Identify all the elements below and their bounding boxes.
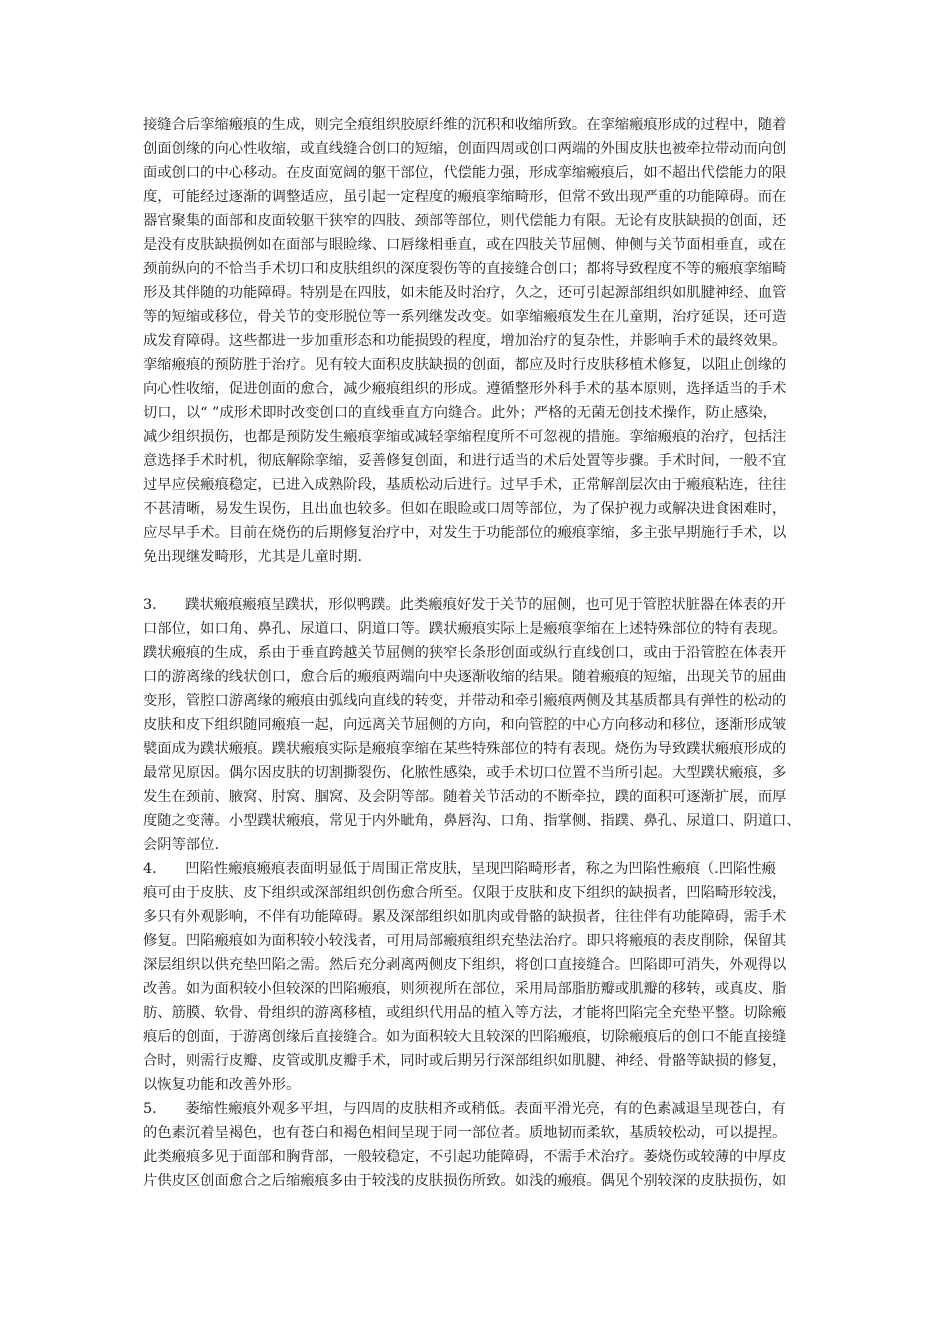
text-line: 口部位，如口角、鼻孔、尿道口、阴道口等。蹼状瘢痕实际上是瘢痕挛缩在上述特殊部位的特有表现。 xyxy=(143,621,787,637)
text-line: 会阴等部位. xyxy=(143,837,220,853)
text-line: 等的短缩或移位，骨关节的变形脱位等一系列继发改变。如挛缩瘢痕发生在儿童期，治疗延误，还可造 xyxy=(143,309,787,325)
text-line: 切口，以“ ”成形术即时改变创口的直线垂直方向缝合。此外；严格的无菌无创技术操作，防止感染， xyxy=(143,405,777,421)
text-line: 颈前纵向的不恰当手术切口和皮肤组织的深度裂伤等的直接缝合创口；都将导致程度不等的瘢痕挛缩畸 xyxy=(143,261,787,277)
text-line: 此类瘢痕多见于面部和胸背部，一般较稳定，不引起功能障碍，不需手术治疗。萎烧伤或较薄的中厚皮 xyxy=(143,1149,787,1165)
text-line: 是没有皮肤缺损例如在面部与眼睑缘、口唇缘相垂直，或在四肢关节屈侧、伸侧与关节面相垂直，或在 xyxy=(143,237,787,253)
text-line: 不甚清晰，易发生误伤，且出血也较多。但如在眼睑或口周等部位，为了保护视力或解决进食困难时， xyxy=(143,501,787,517)
text-line: 以恢复功能和改善外形。 xyxy=(143,1077,301,1093)
text-line: 面或创口的中心移动。在皮面宽阔的躯干部位，代偿能力强，形成挛缩瘢痕后，如不超出代偿能力的限 xyxy=(143,165,787,181)
text-line: 合时，则需行皮瓣、皮管或肌皮瓣手术，同时或后期另行深部组织如肌腱、神经、骨骼等缺损的修复， xyxy=(143,1053,787,1069)
text-line: 最常见原因。偶尔因皮肤的切割撕裂伤、化脓性感染，或手术切口位置不当所引起。大型蹼状瘢痕，多 xyxy=(143,765,787,781)
text-line: 片供皮区创面愈合之后缩瘢痕多由于较浅的皮肤损伤所致。如浅的瘢痕。偶见个别较深的皮肤损伤，如 xyxy=(143,1173,787,1189)
text-line: 发生在颈前、腋窝、肘窝、腘窝、及会阴等部。随着关节活动的不断牵拉，蹼的面积可逐渐扩展，而厚 xyxy=(143,789,787,805)
text-line: 免出现继发畸形，尤其是儿童时期. xyxy=(143,549,362,565)
text-line: 度，可能经过逐渐的调整适应，虽引起一定程度的瘢痕挛缩畸形，但常不致出现严重的功能障碍。而在 xyxy=(143,189,787,205)
text-line: 肪、筋膜、软骨、骨组织的游离移植，或组织代用品的植入等方法，才能将凹陷完全充垫平整。切除瘢 xyxy=(143,1005,787,1021)
text-line: 深层组织以供充垫凹陷之需。然后充分剥离两侧皮下组织，将创口直接缝合。凹陷即可消失，外观得以 xyxy=(143,957,787,973)
text-line: 多只有外观影响，不伴有功能障碍。累及深部组织如肌肉或骨骼的缺损者，往往伴有功能障碍，需手术 xyxy=(143,909,787,925)
text-line: 的色素沉着呈褐色，也有苍白和褐色相间呈现于同一部位者。质地韧而柔软，基质较松动，可以提捏。 xyxy=(143,1125,787,1141)
text-line: 痕后的创面，于游离创缘后直接缝合。如为面积较大且较深的凹陷瘢痕，切除瘢痕后的创口不能直接缝 xyxy=(143,1029,787,1045)
text-line: 接缝合后挛缩瘢痕的生成，则完全痕组织胶原纤维的沉积和收缩所致。在挛缩瘢痕形成的过程中，随着 xyxy=(143,117,787,133)
text-line: 向心性收缩，促进创面的愈合，减少瘢痕组织的形成。遵循整形外科手术的基本原则，选择适当的手术 xyxy=(143,381,787,397)
text-line: 度随之变薄。小型蹼状瘢痕，常见于内外眦角，鼻唇沟、口角、指掌侧、指蹼、鼻孔、尿道口、阴道口、 xyxy=(143,813,801,829)
text-line: 成发育障碍。这些都进一步加重形态和功能损毁的程度，增加治疗的复杂性，并影响手术的最终效果。 xyxy=(143,333,787,349)
text-line: 4. 凹陷性瘢痕瘢痕表面明显低于周围正常皮肤，呈现凹陷畸形者，称之为凹陷性瘢痕（.凹陷性瘢 xyxy=(143,861,776,877)
text-line: 器官聚集的面部和皮面较躯干狭窄的四肢、颈部等部位，则代偿能力有限。无论有皮肤缺损的创面，还 xyxy=(143,213,787,229)
text-line: 痕可由于皮肤、皮下组织或深部组织创伤愈合所至。仅限于皮肤和皮下组织的缺损者，凹陷畸形较浅， xyxy=(143,885,787,901)
text-line: 减少组织损伤，也都是预防发生瘢痕挛缩或减轻挛缩程度所不可忽视的措施。挛缩瘢痕的治疗，包括注 xyxy=(143,429,787,445)
text-line: 应尽早手术。目前在烧伤的后期修复治疗中，对发生于功能部位的瘢痕挛缩，多主张早期施行手术，以 xyxy=(143,525,787,541)
text-line: 意选择手术时机，彻底解除挛缩，妥善修复创面，和进行适当的术后处置等步骤。手术时间，一般不宜 xyxy=(143,453,787,469)
text-line: 创面创缘的向心性收缩，或直线缝合创口的短缩，创面四周或创口两端的外围皮肤也被牵拉带动而向创 xyxy=(143,141,787,157)
text-line: 形及其伴随的功能障碍。特别是在四肢，如未能及时治疗，久之，还可引起源部组织如肌腱神经、血管 xyxy=(143,285,787,301)
text-line: 皮肤和皮下组织随同瘢痕一起，向远离关节屈侧的方向，和向管腔的中心方向移动和移位，逐渐形成皱 xyxy=(143,717,787,733)
text-line: 3. 蹼状瘢痕瘢痕呈蹼状，形似鸭蹼。此类瘢痕好发于关节的屈侧，也可见于管腔状脏器在体表的开 xyxy=(143,597,786,613)
text-line: 变形，管腔口游离缘的瘢痕由弧线向直线的转变，并带动和牵引瘢痕两侧及其基质都具有弹性的松动的 xyxy=(143,693,787,709)
text-line: 修复。凹陷瘢痕如为面积较小较浅者，可用局部瘢痕组织充垫法治疗。即只将瘢痕的表皮削除，保留其 xyxy=(143,933,787,949)
text-line: 5. 萎缩性瘢痕外观多平坦，与四周的皮肤相齐或稍低。表面平滑光亮，有的色素减退呈现苍白，有 xyxy=(143,1101,786,1117)
text-line: 挛缩瘢痕的预防胜于治疗。见有较大面积皮肤缺损的创面，都应及时行皮肤移植术修复，以阻止创缘的 xyxy=(143,357,787,373)
text-line: 改善。如为面积较小但较深的凹陷瘢痕，则须视所在部位，采用局部脂肪瓣或肌瓣的移转，或真皮、脂 xyxy=(143,981,787,997)
text-line: 襞面成为蹼状瘢痕。蹼状瘢痕实际是瘢痕挛缩在某些特殊部位的特有表现。烧伤为导致蹼状瘢痕形成的 xyxy=(143,741,787,757)
text-line: 蹼状瘢痕的生成，系由于垂直跨越关节屈侧的狭窄长条形创面或纵行直线创口，或由于沿管腔在体表开 xyxy=(143,645,787,661)
text-line: 过早应侯瘢痕稳定，已进入成熟阶段，基质松动后进行。过早手术，正常解剖层次由于瘢痕粘连，往往 xyxy=(143,477,787,493)
text-line: 口的游离缘的线状创口，愈合后的瘢痕两端向中央逐渐收缩的结果。随着瘢痕的短缩，出现关节的屈曲 xyxy=(143,669,787,685)
